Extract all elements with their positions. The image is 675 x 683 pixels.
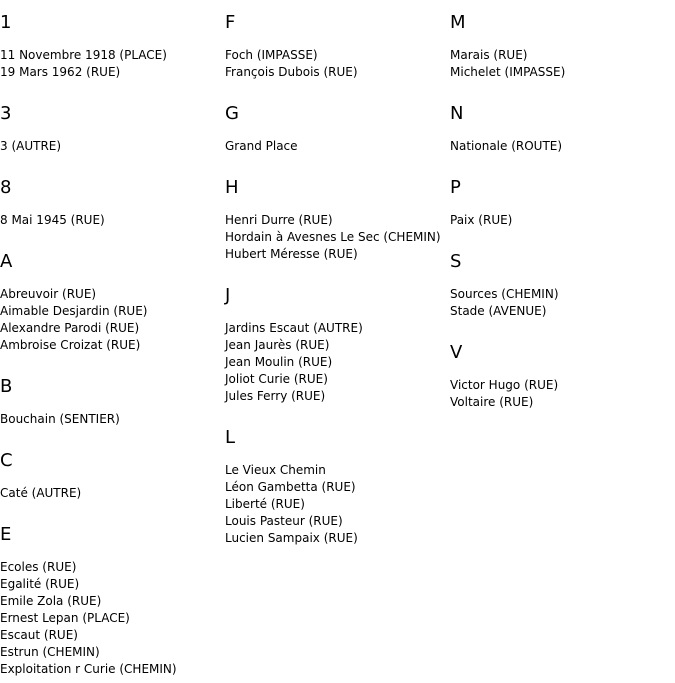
street-item[interactable]: Jean Jaurès (RUE) [225,338,330,352]
street-item[interactable]: 3 (AUTRE) [0,139,62,153]
letter-heading: 3 [0,103,12,124]
street-item[interactable]: Sources (CHEMIN) [450,287,559,301]
street-item[interactable]: Foch (IMPASSE) [225,48,318,62]
street-item[interactable]: Paix (RUE) [450,213,513,227]
street-item[interactable]: Michelet (IMPASSE) [450,65,566,79]
letter-heading: S [450,251,462,272]
street-list [450,138,675,155]
letter-heading: F [225,12,236,33]
letter-heading: N [450,103,464,124]
letter-heading: C [0,450,13,471]
street-list [450,47,675,81]
letter-group [450,252,675,320]
letter-group [225,178,450,263]
street-index-column-1 [0,13,225,678]
letter-group [0,104,225,155]
street-item[interactable]: Grand Place [225,139,298,153]
letter-heading: H [225,177,239,198]
street-item[interactable]: Abreuvoir (RUE) [0,287,97,301]
street-item[interactable]: Bouchain (SENTIER) [0,412,120,426]
street-list [0,485,225,502]
street-list [0,47,225,81]
letter-heading: B [0,376,13,397]
street-item[interactable]: Louis Pasteur (RUE) [225,514,343,528]
letter-group [0,252,225,354]
street-item[interactable]: Egalité (RUE) [0,577,80,591]
street-item[interactable]: 8 Mai 1945 (RUE) [0,213,105,227]
street-item[interactable]: Stade (AVENUE) [450,304,547,318]
letter-heading: M [450,12,466,33]
letter-group [0,13,225,81]
street-item[interactable]: Lucien Sampaix (RUE) [225,531,358,545]
letter-heading: V [450,342,463,363]
street-list [450,286,675,320]
street-item[interactable]: 19 Mars 1962 (RUE) [0,65,121,79]
street-item[interactable]: Liberté (RUE) [225,497,305,511]
street-item[interactable]: Hordain à Avesnes Le Sec (CHEMIN) [225,230,441,244]
street-item[interactable]: Alexandre Parodi (RUE) [0,321,140,335]
letter-group [225,428,450,547]
letter-heading: L [225,427,236,448]
letter-group [0,377,225,428]
letter-heading: 8 [0,177,12,198]
letter-group [450,178,675,229]
street-item[interactable]: Hubert Méresse (RUE) [225,247,358,261]
street-item[interactable]: Nationale (ROUTE) [450,139,563,153]
street-index-column-2 [225,13,450,547]
street-item[interactable]: Victor Hugo (RUE) [450,378,559,392]
street-item[interactable]: Ernest Lepan (PLACE) [0,611,130,625]
letter-group [0,451,225,502]
street-item[interactable]: Henri Durre (RUE) [225,213,333,227]
street-list [0,138,225,155]
letter-heading: P [450,177,461,198]
street-item[interactable]: Voltaire (RUE) [450,395,534,409]
street-item[interactable]: Aimable Desjardin (RUE) [0,304,148,318]
street-item[interactable]: Marais (RUE) [450,48,528,62]
letter-heading: J [225,285,231,306]
street-item[interactable]: Caté (AUTRE) [0,486,82,500]
letter-heading: A [0,251,13,272]
street-list [225,212,450,263]
street-list [0,286,225,354]
street-item[interactable]: Emile Zola (RUE) [0,594,102,608]
street-item[interactable]: Joliot Curie (RUE) [225,372,328,386]
street-item[interactable]: Le Vieux Chemin [225,463,326,477]
street-list [450,212,675,229]
street-item[interactable]: Estrun (CHEMIN) [0,645,100,659]
street-list [225,47,450,81]
street-list [225,320,450,405]
street-list [0,411,225,428]
street-item[interactable]: 11 Novembre 1918 (PLACE) [0,48,167,62]
street-list [0,559,225,678]
street-item[interactable]: Jardins Escaut (AUTRE) [225,321,363,335]
letter-heading: G [225,103,239,124]
street-item[interactable]: Escaut (RUE) [0,628,78,642]
letter-group [225,286,450,405]
street-index-column-3 [450,13,675,411]
street-item[interactable]: François Dubois (RUE) [225,65,358,79]
street-item[interactable]: Ecoles (RUE) [0,560,77,574]
street-item[interactable]: Exploitation r Curie (CHEMIN) [0,662,177,676]
street-list [0,212,225,229]
street-item[interactable]: Jules Ferry (RUE) [225,389,326,403]
letter-group [450,13,675,81]
street-list [225,138,450,155]
letter-heading: E [0,524,12,545]
letter-group [0,525,225,678]
street-list [225,462,450,547]
letter-group [450,104,675,155]
street-list [450,377,675,411]
letter-group [225,104,450,155]
letter-group [225,13,450,81]
street-item[interactable]: Léon Gambetta (RUE) [225,480,356,494]
street-item[interactable]: Ambroise Croizat (RUE) [0,338,141,352]
letter-heading: 1 [0,12,12,33]
letter-group [0,178,225,229]
letter-group [450,343,675,411]
street-item[interactable]: Jean Moulin (RUE) [225,355,333,369]
